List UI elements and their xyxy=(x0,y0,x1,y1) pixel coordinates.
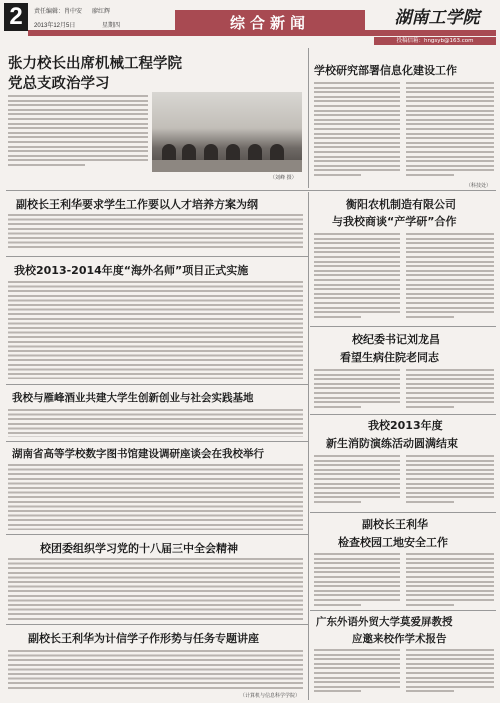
layout-label: 廖红辉 xyxy=(92,9,111,15)
article-10-body-col1 xyxy=(314,553,400,609)
article-7-title: 我校与雁峰酒业共建大学生创新创业与社会实践基地 xyxy=(12,392,254,404)
article-2-title: 学校研究部署信息化建设工作 xyxy=(314,64,457,77)
article-9-body xyxy=(8,464,303,530)
article-7-body xyxy=(8,409,303,437)
article-11-title: 校团委组织学习党的十八届三中全会精神 xyxy=(40,542,238,555)
issue-weekday: 星期四 xyxy=(102,23,121,29)
article-1-title-line2: 党总支政治学习 xyxy=(8,76,110,92)
article-3-body xyxy=(8,214,303,250)
divider xyxy=(6,190,496,191)
article-8-title-line2: 新生消防演练活动圆满结束 xyxy=(326,437,458,450)
contact-email: 投稿信箱：hngsyb@163.com xyxy=(374,37,496,45)
article-11-body xyxy=(8,558,303,620)
divider xyxy=(6,534,308,535)
article-5-title: 我校2013-2014年度“海外名师”项目正式实施 xyxy=(14,264,249,277)
article-4-title-line1: 衡阳农机制造有限公司 xyxy=(346,198,456,211)
article-2-byline: （科技处） xyxy=(466,183,492,189)
article-10-title-line2: 检查校园工地安全工作 xyxy=(338,536,448,549)
article-1-body xyxy=(8,95,148,167)
column-divider xyxy=(308,192,309,512)
article-3-title: 副校长王利华要求学生工作要以人才培养方案为纲 xyxy=(16,198,258,211)
article-1-caption: （刘峰 摄） xyxy=(270,175,297,181)
divider xyxy=(6,624,308,625)
section-title: 综合新闻 xyxy=(175,10,365,36)
article-8-body-col1 xyxy=(314,455,400,507)
article-4-body-col1 xyxy=(314,233,400,323)
article-8-title-line1: 我校2013年度 xyxy=(368,419,443,432)
article-9-title: 湖南省高等学校数字图书馆建设调研座谈会在我校举行 xyxy=(12,448,264,460)
article-1-photo xyxy=(152,92,302,172)
article-13-byline: （计算机与信息科学学院） xyxy=(240,693,301,699)
masthead-logo: 湖南工学院 xyxy=(394,8,480,28)
article-12-body-col2 xyxy=(406,649,494,697)
article-2-body-col1 xyxy=(314,82,400,180)
article-12-title-line2: 应邀来校作学术报告 xyxy=(352,633,447,645)
article-6-body-col1 xyxy=(314,369,400,411)
divider xyxy=(310,512,496,513)
article-5-body xyxy=(8,281,303,379)
divider xyxy=(6,384,308,385)
article-13-body xyxy=(8,650,303,690)
column-divider xyxy=(308,48,309,188)
article-13-title: 副校长王利华为计信学子作形势与任务专题讲座 xyxy=(28,632,259,645)
article-12-body-col1 xyxy=(314,649,400,697)
article-10-title-line1: 副校长王利华 xyxy=(362,518,428,531)
page-number: 2 xyxy=(4,3,28,31)
article-4-body-col2 xyxy=(406,233,494,323)
article-2-body-col2 xyxy=(406,82,494,180)
column-divider xyxy=(308,512,309,700)
article-6-title-line2: 看望生病住院老同志 xyxy=(340,351,439,364)
article-6-title-line1: 校纪委书记刘龙昌 xyxy=(352,333,440,346)
divider xyxy=(6,441,308,442)
editor-label: 责任编辑：肖中安 xyxy=(34,9,83,15)
article-6-body-col2 xyxy=(406,369,494,411)
article-8-body-col2 xyxy=(406,455,494,507)
divider xyxy=(6,256,308,257)
article-1-title-line1: 张力校长出席机械工程学院 xyxy=(8,56,182,72)
divider xyxy=(310,610,496,611)
article-12-title-line1: 广东外语外贸大学莫爱屏教授 xyxy=(316,616,453,628)
article-4-title-line2: 与我校商谈“产学研”合作 xyxy=(332,215,457,228)
issue-date: 2013年12月5日 xyxy=(34,23,76,29)
article-10-body-col2 xyxy=(406,553,494,609)
divider xyxy=(310,326,496,327)
divider xyxy=(310,414,496,415)
